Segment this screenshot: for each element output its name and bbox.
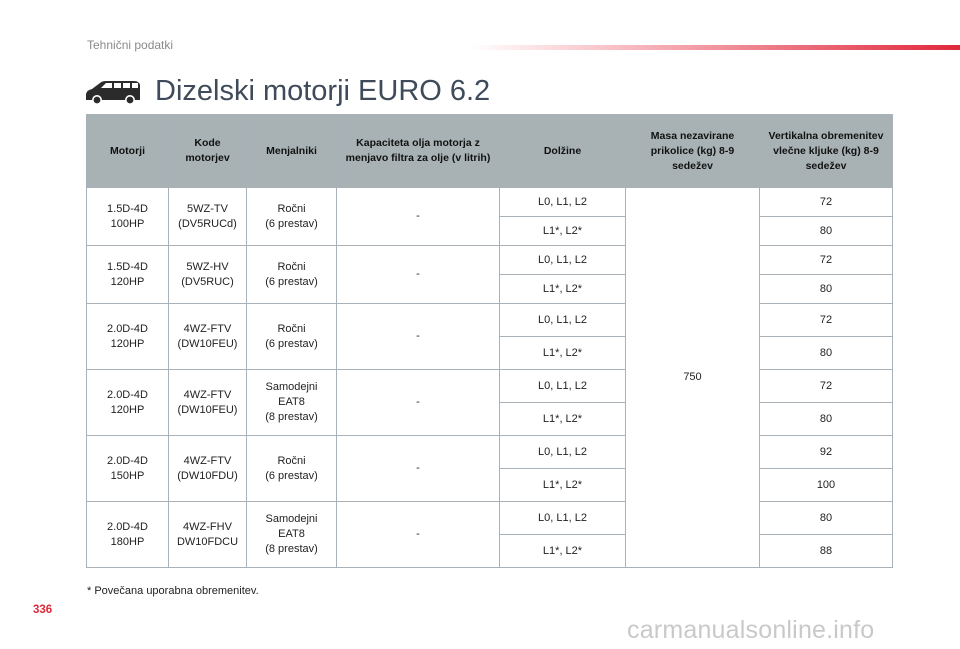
engine-cell-line: 100HP bbox=[110, 217, 145, 230]
engine-cell-line: 2.0D-4D bbox=[107, 454, 148, 467]
engine-cell-line: 180HP bbox=[110, 535, 145, 548]
length-cell: L0, L1, L2 bbox=[500, 188, 626, 217]
table-row bbox=[87, 246, 893, 275]
engine-cell bbox=[87, 370, 169, 436]
towbar-load-cell: 88 bbox=[760, 535, 893, 568]
engine-cell bbox=[87, 436, 169, 502]
towbar-load-cell: 72 bbox=[760, 246, 893, 275]
oil-capacity-cell: - bbox=[337, 304, 500, 370]
engine-cell-line: 2.0D-4D bbox=[107, 520, 148, 533]
engine-code-cell-line: (DV5RUC) bbox=[181, 275, 234, 288]
gearbox-cell-line: Ročni bbox=[277, 454, 306, 467]
length-cell: L1*, L2* bbox=[500, 217, 626, 246]
table-row bbox=[87, 304, 893, 337]
table-row bbox=[87, 502, 893, 535]
length-cell: L0, L1, L2 bbox=[500, 304, 626, 337]
gearbox-cell bbox=[247, 304, 337, 370]
towbar-load-cell: 80 bbox=[760, 217, 893, 246]
engine-code-cell bbox=[169, 502, 247, 568]
engine-cell-line: 1.5D-4D bbox=[107, 260, 148, 273]
header-cell: Menjalniki bbox=[247, 115, 337, 188]
gearbox-cell-line: Samodejni bbox=[265, 513, 318, 525]
gearbox-cell-line: (6 prestav) bbox=[265, 217, 318, 230]
gearbox-cell bbox=[247, 246, 337, 304]
oil-capacity-cell: - bbox=[337, 370, 500, 436]
engine-cell-line: 2.0D-4D bbox=[107, 388, 148, 401]
towbar-load-cell: 100 bbox=[760, 469, 893, 502]
engine-code-cell-line: 4WZ-FTV bbox=[183, 388, 232, 401]
engine-cell bbox=[87, 502, 169, 568]
engine-code-cell-line: DW10FDCU bbox=[176, 535, 239, 548]
gearbox-cell bbox=[247, 436, 337, 502]
table-body bbox=[87, 188, 893, 568]
gearbox-cell bbox=[247, 502, 337, 568]
engine-code-cell bbox=[169, 188, 247, 246]
table-row bbox=[87, 188, 893, 217]
gearbox-cell-line: (8 prestav) bbox=[265, 411, 318, 423]
gearbox-cell-line: (6 prestav) bbox=[265, 275, 318, 288]
header-accent-bar bbox=[470, 45, 960, 50]
table-header-row bbox=[87, 115, 893, 188]
engine-code-cell-line: 5WZ-HV bbox=[186, 260, 229, 273]
engine-cell-line: 150HP bbox=[110, 469, 145, 482]
engine-code-cell bbox=[169, 304, 247, 370]
page-number: 336 bbox=[33, 604, 53, 616]
engine-cell-line: 2.0D-4D bbox=[107, 322, 148, 335]
towbar-load-cell: 72 bbox=[760, 370, 893, 403]
footnote: * Povečana uporabna obremenitev. bbox=[87, 585, 259, 597]
table-row bbox=[87, 436, 893, 469]
engine-cell-line: 120HP bbox=[110, 275, 145, 288]
engine-code-cell bbox=[169, 436, 247, 502]
engine-cell bbox=[87, 188, 169, 246]
header-cell: Dolžine bbox=[500, 115, 626, 188]
gearbox-cell-line: (8 prestav) bbox=[265, 543, 318, 555]
header-cell: Masa nezavirane prikolice (kg) 8-9 sedežev bbox=[626, 115, 760, 188]
oil-capacity-cell: - bbox=[337, 246, 500, 304]
engine-code-cell bbox=[169, 246, 247, 304]
section-label: Tehnični podatki bbox=[87, 38, 174, 52]
towbar-load-cell: 72 bbox=[760, 188, 893, 217]
towbar-load-cell: 92 bbox=[760, 436, 893, 469]
engine-code-cell-line: 5WZ-TV bbox=[187, 202, 228, 215]
gearbox-cell-line: Samodejni bbox=[265, 381, 318, 393]
towbar-load-cell: 80 bbox=[760, 337, 893, 370]
trailer-mass-cell: 750 bbox=[626, 188, 760, 568]
length-cell: L1*, L2* bbox=[500, 469, 626, 502]
engine-code-cell bbox=[169, 370, 247, 436]
table-row bbox=[87, 370, 893, 403]
gearbox-cell bbox=[247, 370, 337, 436]
engine-cell bbox=[87, 246, 169, 304]
engine-cell-line: 120HP bbox=[110, 403, 145, 416]
engine-code-cell-line: (DW10FEU) bbox=[177, 403, 238, 416]
gearbox-cell-line: EAT8 bbox=[278, 396, 305, 408]
oil-capacity-cell: - bbox=[337, 188, 500, 246]
gearbox-cell-line: Ročni bbox=[277, 322, 306, 335]
gearbox-cell-line: Ročni bbox=[277, 260, 306, 273]
header-cell: Motorji bbox=[87, 115, 169, 188]
gearbox-cell-line: EAT8 bbox=[278, 528, 305, 540]
length-cell: L0, L1, L2 bbox=[500, 370, 626, 403]
length-cell: L1*, L2* bbox=[500, 275, 626, 304]
towbar-load-cell: 80 bbox=[760, 275, 893, 304]
towbar-load-cell: 72 bbox=[760, 304, 893, 337]
header-cell: Kapaciteta olja motorja z menjavo filtra za olje (v litrih) bbox=[337, 115, 500, 188]
gearbox-cell-line: (6 prestav) bbox=[265, 469, 318, 482]
gearbox-cell bbox=[247, 188, 337, 246]
length-cell: L0, L1, L2 bbox=[500, 502, 626, 535]
length-cell: L0, L1, L2 bbox=[500, 246, 626, 275]
header-cell: Kode motorjev bbox=[169, 115, 247, 188]
page-title: Dizelski motorji EURO 6.2 bbox=[155, 75, 491, 107]
engine-code-cell-line: (DW10FDU) bbox=[177, 469, 238, 482]
engine-code-cell-line: (DV5RUCd) bbox=[178, 217, 237, 230]
length-cell: L1*, L2* bbox=[500, 337, 626, 370]
towbar-load-cell: 80 bbox=[760, 502, 893, 535]
engine-code-cell-line: 4WZ-FTV bbox=[183, 454, 232, 467]
length-cell: L1*, L2* bbox=[500, 535, 626, 568]
length-cell: L0, L1, L2 bbox=[500, 436, 626, 469]
oil-capacity-cell: - bbox=[337, 436, 500, 502]
header-cell: Vertikalna obremenitev vlečne kljuke (kg) 8-9 sedežev bbox=[760, 115, 893, 188]
gearbox-cell-line: (6 prestav) bbox=[265, 337, 318, 350]
towbar-load-cell: 80 bbox=[760, 403, 893, 436]
engine-cell-line: 1.5D-4D bbox=[107, 202, 148, 215]
engine-cell-line: 120HP bbox=[110, 337, 145, 350]
length-cell: L1*, L2* bbox=[500, 403, 626, 436]
gearbox-cell-line: Ročni bbox=[277, 202, 306, 215]
engine-cell bbox=[87, 304, 169, 370]
engine-code-cell-line: 4WZ-FHV bbox=[183, 520, 232, 533]
van-icon bbox=[84, 79, 142, 105]
oil-capacity-cell: - bbox=[337, 502, 500, 568]
engine-code-cell-line: 4WZ-FTV bbox=[183, 322, 232, 335]
watermark: carmanualsonline.info bbox=[627, 616, 875, 644]
engine-spec-table bbox=[86, 114, 893, 568]
engine-code-cell-line: (DW10FEU) bbox=[177, 337, 238, 350]
